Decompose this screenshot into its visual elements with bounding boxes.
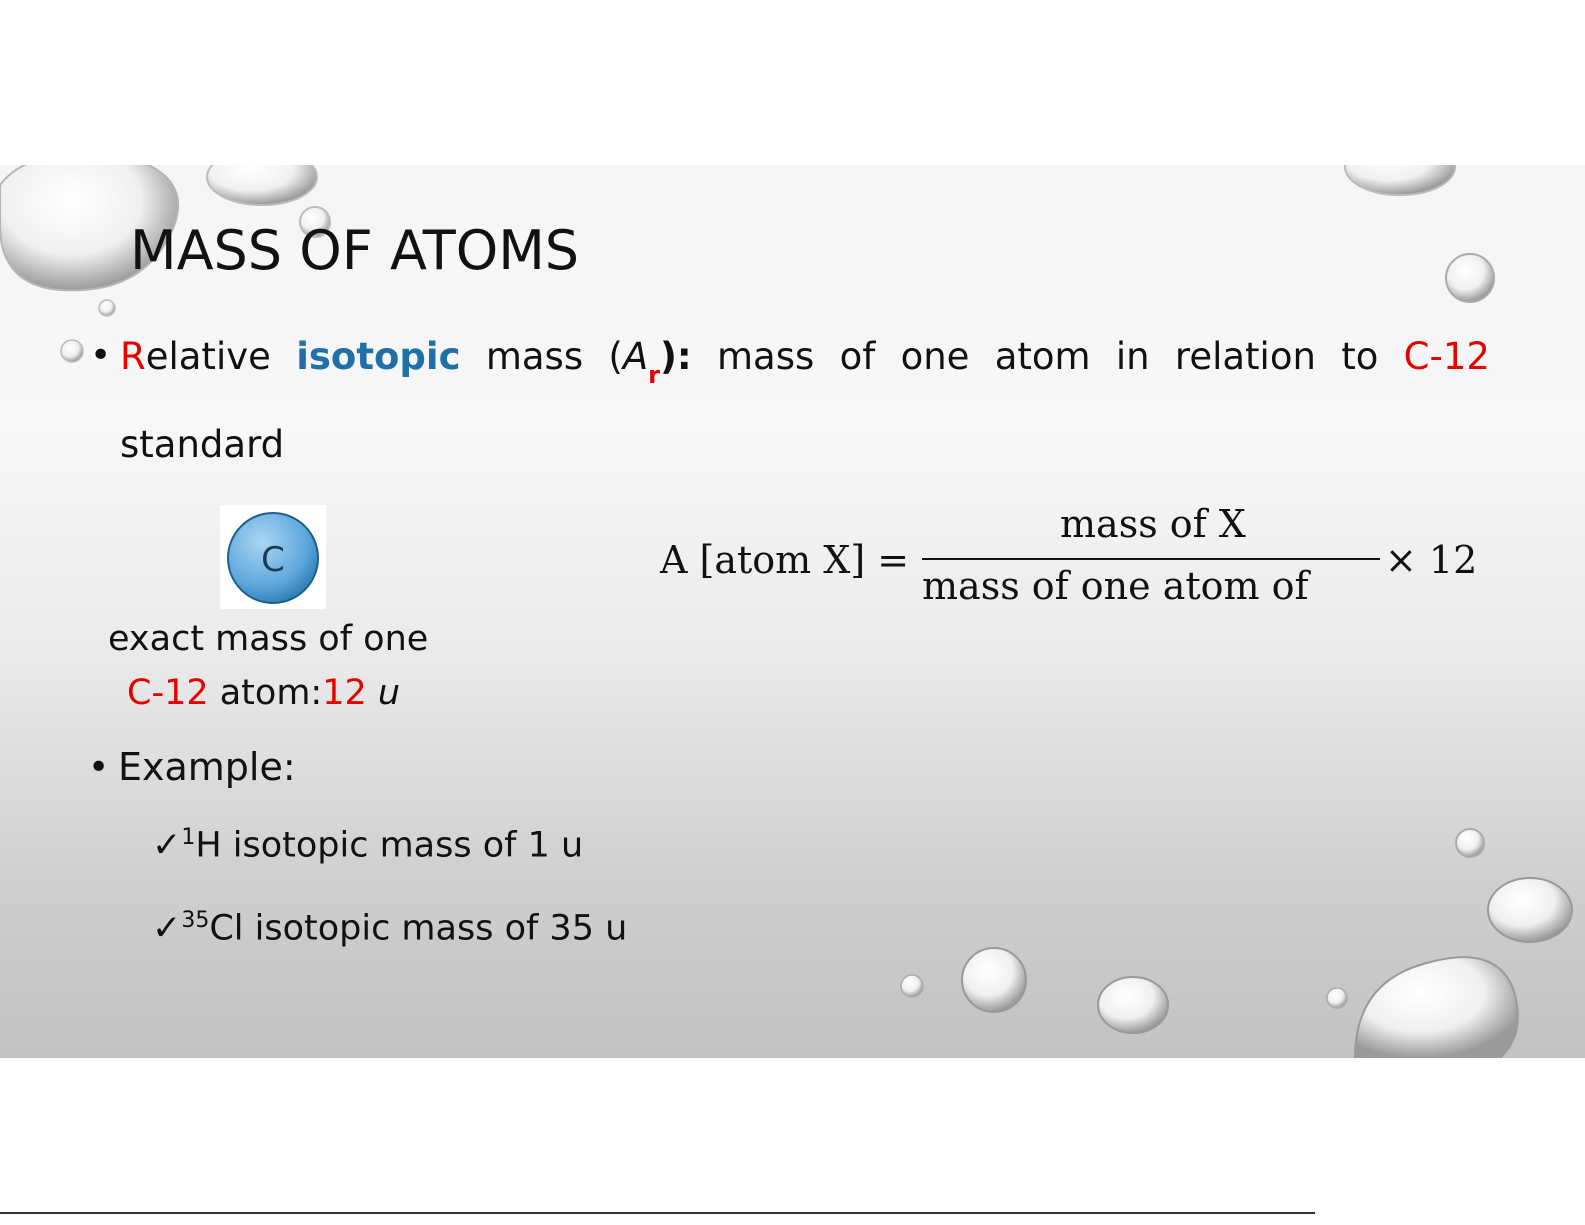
word: to [1341,335,1379,378]
bottom-right-drops [901,829,1572,1058]
formula-numerator: mass of X [1060,502,1246,546]
relative-mass-formula [660,500,1480,620]
formula-rhs: × 12 [1385,538,1478,582]
term-mass: mass [485,335,584,378]
check-item-chlorine: ✓$^{35}$Cl isotopic mass of 35 u [152,908,628,949]
checkmark-icon: ✓ [152,908,182,949]
atom-label: C [261,540,285,580]
carbon-atom-image [220,505,326,609]
slide-title: MASS OF ATOMS [130,219,580,282]
bullet-dot: • [90,335,112,376]
exact-mass-line2: C-12 atom:12 u [127,673,401,713]
relative-isotopic-mass-line [120,335,1490,389]
checkmark-icon: ✓ [152,825,182,866]
formula-denominator: mass of one atom of [922,564,1309,608]
word: one [900,335,970,378]
top-right-drops [1345,165,1494,302]
slide [0,165,1585,1058]
standard-text: standard [120,423,285,466]
fraction-bar [922,558,1380,560]
term-relative: Relative [120,335,271,378]
bullet-dot: • [88,747,110,788]
check-item-hydrogen: ✓$^1$H isotopic mass of 1 u [152,825,584,866]
word: atom [994,335,1091,378]
word: of [839,335,876,378]
formula-lhs: A [atom X] = [660,538,910,582]
term-isotopic: isotopic [296,335,461,378]
word: in [1115,335,1150,378]
example-heading: Example: [118,745,296,789]
word: relation [1174,335,1316,378]
symbol-ar: (Ar): [608,335,692,389]
term-c12: C-12 [1403,335,1490,378]
word: mass [717,335,815,378]
exact-mass-line1: exact mass of one [108,619,429,659]
carbon-atom-icon [220,505,326,609]
bottom-divider [0,1212,1315,1214]
